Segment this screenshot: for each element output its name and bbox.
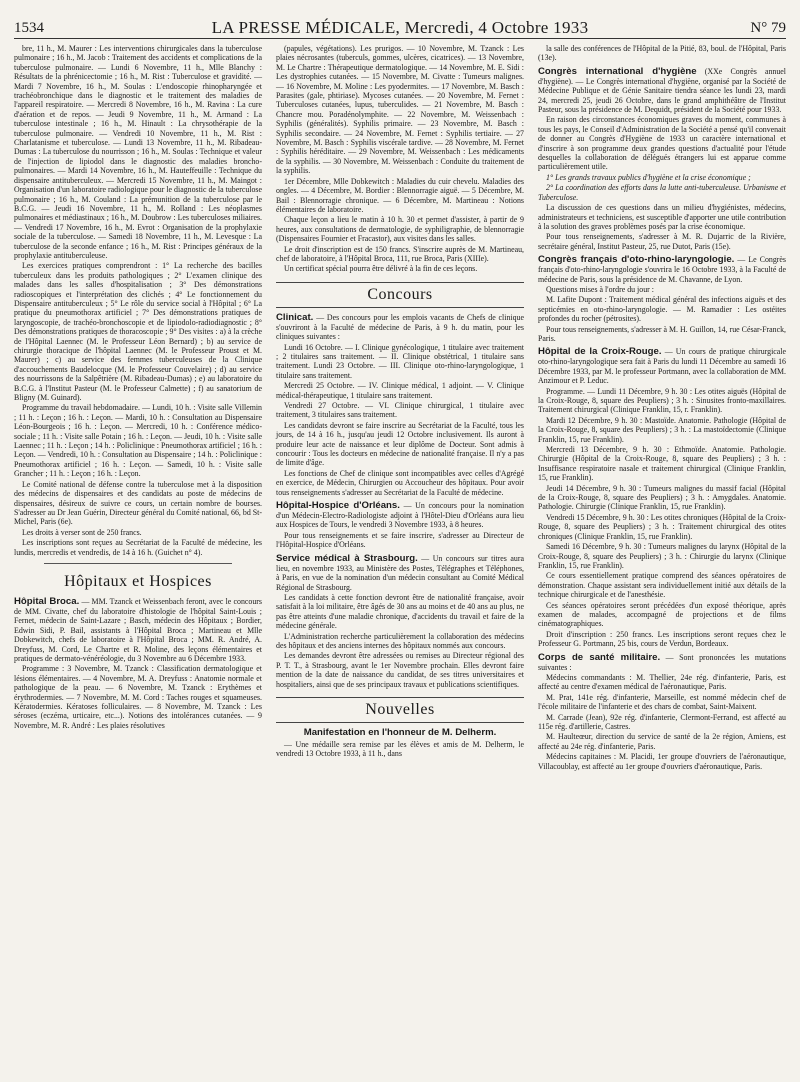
paragraph: bre, 11 h., M. Maurer : Les interventions chirurgicales dans la tuberculose pulmonaire ; 16 h., M. Jacob : Traitement des accidents et complications de la tuberculose pulmonaire. — Lundi 6 Novembre, 11 h., Mlle Blanchy : Résultats de la phrénicectomie ; 16 h., M. Rist : Tuberculose et gravidité. — Mardi 7 Novembre, 16 h., M. Soulas : L'endoscopie rhinopharyngée et trachéobronchique dans le diagnostic et le traitement des maladies de l'appareil respiratoire. — Mercredi 8 Novembre, 16 h., M. Ravina : La cure d'aération et de repos. — Jeudi 9 Novembre, 11 h., M. Armand : La tuberculose intestinale ; 16 h., M. Hinault : La chrysothérapie de la tuberculose pulmonaire. — Vendredi 10 Novembre, 11 h., M. Rist : Charlatanisme et tuberculose. — Lundi 13 Novembre, 11 h., M. Ribadeau-Dumas : La tuberculose du nourrisson ; 16 h., M. Soulas : Technique et valeur de l'injection de lipiodol dans le diagnostic des maladies broncho-pulmonaires. — Mardi 14 Novembre, 16 h., M. Hauteffeuille : Technique du dispensaire antituberculeux. — Mercredi 15 Novembre, 11 h., M. Maingot : Organisation d'un laboratoire radiologique pour le diagnostic de la tuberculose pulmonaire ; 16 h., M. Couland : La prémunition de la tuberculose par le B.C.G. — Jeudi 16 Novembre, 11 h., M. Rolland : Les néoplasmes pulmonaires et médiastinaux ; 16 h., M. Doubrow : Les tuberculoses miliaires. — Vendredi 17 Novembre, 16 h., M. Evrot : Organisation de la prophylaxie sociale de la tuberculose. — Samedi 18 Novembre, 11 h., M. Levesque : La tuberculose de la seconde enfance ; 16 h., M. Rist : Principes généraux de la prophylaxie antituberculeuse.	[14, 44, 262, 260]
header-rule	[14, 38, 786, 39]
heading-croix-rouge: Hôpital de la Croix-Rouge.	[538, 346, 662, 358]
paragraph: — Une médaille sera remise par les élèves et amis de M. Delherm, le vendredi 13 Octobre 1933, à 11 h., dans	[276, 739, 524, 759]
paragraph: Ce cours essentiellement pratique comprend des séances opératoires de démonstration. Chaque assistant sera individuellement initié aux détails de la technique chirurgicale et de l'anesthésie.	[538, 571, 786, 600]
page-header	[14, 8, 786, 38]
paragraph: Pour tous renseignements, s'adresser à M. H. Guillon, 14, rue César-Franck, Paris.	[538, 324, 786, 343]
paragraph: Mercredi 13 Décembre, 9 h. 30 : Ethmoïde. Anatomie. Pathologie. Chirurgie (Hôpital de la Croix-Rouge, 8, square des Peupliers) ; 3 h. : Insuffisance respiratoire nasale et traitement chirurgical (Clinique Franklin, 15, rue Franklin).	[538, 445, 786, 483]
paragraph: la salle des conférences de l'Hôpital de la Pitié, 83, boul. de l'Hôpital, Paris (13e).	[538, 44, 786, 63]
publication-title: LA PRESSE MÉDICALE, Mercredi, 4 Octobre 1933	[211, 18, 589, 37]
column-1	[14, 44, 262, 731]
paragraph: Congrès international d'hygiène (XXe Congrès annuel d'hygiène). — Le Congrès international d'hygiène, organisé par la Société de Médecine Publique et de Génie Sanitaire tiendra séance les lundi 23, mardi 24, mercredi 25, jeudi 26 Octobre, dans le grand amphithéâtre de l'Institut Pasteur, sous la présidence de M. Dequidt, président de la Société pour 1933.	[538, 65, 786, 115]
paragraph: Les demandes devront être adressées ou remises au Directeur régional des P. T. T., à Strasbourg, avant le 1er Novembre prochain. Elles devront faire mention de la date de naissance du candidat, de ses titres universitaires et hospitaliers, ainsi que de ses principaux travaux et publications scientifiques.	[276, 651, 524, 689]
paragraph: Médecins capitaines : M. Placidi, 1er groupe d'ouvriers de l'aéronautique, Villacoublay, est affecté au 1er groupe d'ouvriers d'aéronautique, Paris.	[538, 752, 786, 771]
issue-number: N° 79	[750, 20, 786, 36]
heading-broca: Hôpital Broca.	[14, 595, 80, 607]
paragraph: Programme. — Lundi 11 Décembre, 9 h. 30 : Les otites aiguës (Hôpital de la Croix-Rouge, 8, square des Peupliers) ; 3 h. : Sinusites fronto-maxillaires. Traitement chirurgical (Clinique Franklin, 15, r. Franklin).	[538, 386, 786, 415]
paragraph: Pour tous renseignements et se faire inscrire, s'adresser au Directeur de l'Hôpital-Hospice d'Orléans.	[276, 530, 524, 550]
paragraph: Congrès français d'oto-rhino-laryngologie. — Le Congrès français d'oto-rhino-laryngologie s'ouvrira le 16 Octobre 1933, à la Faculté de médecine de Paris, sous la présidence de M. Chavanne, de Lyon.	[538, 254, 786, 284]
paragraph: Les fonctions de Chef de clinique sont incompatibles avec celles d'Agrégé en exercice, de Médecin, Chirurgien ou Accoucheur des hôpitaux. Pour avoir tous renseignements s'adresser au Secrétariat de la Faculté de médecine.	[276, 468, 524, 497]
paragraph: Programme : 3 Novembre, M. Tzanck : Classification dermatologique et lésions élémentaires. — 4 Novembre, M. A. Dreyfuss : Anatomie normale et pathologique de la peau. — 6 Novembre, M. Tzanck : Erythèmes et érythrodermies. — 7 Novembre, M. M. Cord : Taches rouges et squameuses. Kératodermies. Kératoses folliculaires. — 8 Novembre, M. Tzanck : Les séroses (eczéma, urticaire, etc...). Notions des intolérances cutanées. — 9 Novembre, M. R. André : Les plaies résolutives	[14, 664, 262, 730]
paragraph: Corps de santé militaire. — Sont prononcées les mutations suivantes :	[538, 651, 786, 672]
heading-oto: Congrès français d'oto-rhino-laryngologie.	[538, 254, 735, 266]
column-2	[276, 44, 524, 760]
paragraph: Pour tous renseignements, s'adresser à M. R. Dujarric de la Rivière, secrétaire général, Institut Pasteur, 25, rue Dutot, Paris (15e).	[538, 232, 786, 251]
paragraph: M. Prat, 141e rég. d'infanterie, Marseille, est nommé médecin chef de l'école militaire de l'infanterie et des chars de combat, Saint-Maixent.	[538, 692, 786, 712]
paragraph: Vendredi 15 Décembre, 9 h. 30 : Les otites chroniques (Hôpital de la Croix-Rouge, 8, square des Peupliers) ; 3 h. : Traitement chirurgical des otites chroniques (Clinique Franklin, 15, rue Franklin).	[538, 512, 786, 541]
paragraph: Le Comité national de défense contre la tuberculose met à la disposition des médecins de dispensaires et des candidats au poste de médecins de dispensaires, désireux de suivre ce cours, un certain nombre de bourses. S'adresser au Dr Jean Guérin, Directeur général du Comité national, 66, bd St-Michel, Paris (6e).	[14, 479, 262, 527]
paragraph: M. Haulteœur, direction du service de santé de la 2e région, Amiens, est affecté au 24e rég. d'infanterie, Paris.	[538, 732, 786, 751]
paragraph: Les candidats à cette fonction devront être de nationalité française, avoir satisfait à la loi militaire, être âgés de 30 ans au moins et de 40 ans au plus, ne pas être atteints d'une maladie chronique, d'accidents du travail et faire de la médecine générale.	[276, 592, 524, 631]
paragraph: Clinicat. — Des concours pour les emplois vacants de Chefs de clinique s'ouvriront à la Faculté de médecine de Paris, à 9 h. du matin, pour les cliniques suivantes :	[276, 311, 524, 342]
paragraph: Les candidats devront se faire inscrire au Secrétariat de la Faculté, tous les jours, de 14 à 16 h., jusqu'au jeudi 12 Octobre inclusivement. Ils auront à produire leur acte de naissance et leur diplôme de Docteur. Sont admis à concourir : Tous les docteurs en médecine de nationalité française. Il n'y a pas de limite d'âge.	[276, 420, 524, 468]
paragraph: Service médical à Strasbourg. — Un concours sur titres aura lieu, en novembre 1933, au Ministère des Postes, Télégraphes et Téléphones, à Paris, en vue de la nomination d'un médecin consultant au Comité Médical Régional de Strasbourg.	[276, 552, 524, 592]
section-title-hopitaux: Hôpitaux et Hospices	[64, 572, 212, 590]
paragraph: Mardi 12 Décembre, 9 h. 30 : Mastoïde. Anatomie. Pathologie (Hôpital de la Croix-Rouge, 8, square des Peupliers) ; 3 h. : La mastoïdectomie (Clinique Franklin, 15, rue Franklin).	[538, 415, 786, 444]
paragraph: La discussion de ces questions dans un milieu d'hygiénistes, médecins, administrateurs et techniciens, est susceptible d'apporter une utile contribution à la solution des graves problèmes posés par la crise économique.	[538, 203, 786, 231]
paragraph: Les inscriptions sont reçues au Secrétariat de la Faculté de médecine, les lundis, mercredis et vendredis, de 14 à 16 h. (Guichet n° 4).	[14, 538, 262, 557]
heading-orleans: Hôpital-Hospice d'Orléans.	[276, 500, 400, 512]
paragraph: Droit d'inscription : 250 francs. Les inscriptions seront reçues chez le Professeur G. Portmann, 25 bis, cours de Verdun, Bordeaux.	[538, 629, 786, 649]
paragraph: Hôpital Broca. — MM. Tzanck et Weissenbach feront, avec le concours de MM. Civatte, chef du laboratoire d'histologie de l'hôpital Saint-Louis ; Fernet, médecin de Saint-Lazare ; Basch, médecin des Hôpitaux ; Bordier, Edwin Sidi, P. Bail, assistants à l'Hôpital Broca ; Martineau et Mlle Dobkewitch, chefs de laboratoire à l'Hôpital Broca ; MM. R. André, A. Dreyfuss, M. Cord, Le Chartre et R. Moline, des leçons élémentaires et pratiques de dermato-vénéréologie, du 3 Novembre au 6 Décembre 1933.	[14, 595, 262, 663]
paragraph: Hôpital-Hospice d'Orléans. — Un concours pour la nomination d'un Médecin-Electro-Radiologiste adjoint à l'Hôtel-Dieu d'Orléans aura lieu aux Hospices de Tours, le vendredi 3 Novembre 1933, à 8 heures.	[276, 500, 525, 530]
paragraph: Vendredi 27 Octobre. — VI. Clinique chirurgical, 1 titulaire avec traitement, 3 titulaires sans traitement.	[276, 401, 524, 420]
paragraph: 2° La coordination des efforts dans la lutte anti-tuberculeuse. Urbanisme et Tuberculose.	[538, 183, 786, 202]
paragraph: Ces séances opératoires seront précédées d'un exposé théorique, après examen de malades, accompagné de projections et de films cinématographiques.	[538, 600, 786, 629]
paragraph: Hôpital de la Croix-Rouge. — Un cours de pratique chirurgicale oto-rhino-laryngologique sera fait à Paris du lundi 11 Décembre au samedi 16 Décembre 1933, par M. le professeur Portmann, avec la collaboration de MM. Anzimour et P. Leduc.	[538, 346, 786, 386]
paragraph: Programme du travail hebdomadaire. — Lundi, 10 h. : Visite salle Villemin ; 11 h. : Leçon ; 16 h. : Leçon. — Mardi, 10 h. : Consultation au Dispensaire Léon-Bourgeois ; 16 h. : Leçon. — Mercredi, 10 h. : Conférence médico-sociale ; 11 h. : Visite salle Potain ; 16 h. : Leçon. — Jeudi, 10 h. : Visite salle Laennec ; 11 h. : Leçon ; 14 h. : Policlinique : Pneumothorax artificiel ; 16 h. : Leçon. — Vendredi, 10 h. : Consultation au Dispensaire ; 14 h. : Policlinique : Pneumothorax artificiel ; 16 h. : Leçon. — Samedi, 10 h. : Visite salle Grancher ; 11 h. : Leçon ; 16 h. : Leçon.	[14, 403, 262, 479]
paragraph: Le droit d'inscription est de 150 francs. S'inscrire auprès de M. Martineau, chef de laboratoire, à l'Hôpital Broca, 111, rue Broca, Paris (XIIIe).	[276, 244, 524, 263]
column-3	[538, 44, 786, 772]
heading-strasbourg: Service médical à Strasbourg.	[276, 552, 418, 564]
page-number: 1534	[14, 20, 44, 36]
paragraph: L'Administration recherche particulièrement la collaboration des médecins des hôpitaux et des anciens internes des hôpitaux nommés aux concours.	[276, 631, 524, 650]
paragraph: Chaque leçon a lieu le matin à 10 h. 30 et permet d'assister, à partir de 9 heures, aux consultations de dermatologie, de syphiligraphie, de blennorragie (Dispensaires Fournier et Fracastor), aux visites dans les salles.	[276, 215, 524, 244]
paragraph: Samedi 16 Décembre, 9 h. 30 : Tumeurs malignes du larynx (Hôpital de la Croix-Rouge, 8, square des Peupliers) ; 3 h. : Chirurgie du larynx (Clinique Franklin, 15, rue Franklin).	[538, 542, 786, 570]
paragraph: M. Carrade (Jean), 92e rég. d'infanterie, Clermont-Ferrand, est affecté au 115e rég. d'artillerie, Castres.	[538, 712, 786, 731]
heading-clinicat: Clinicat.	[276, 311, 314, 323]
paragraph: (papules, végétations). Les prurigos. — 10 Novembre, M. Tzanck : Les plaies nécrosantes (tuberculs, gommes, ulcères, cicatrices). — 13 Novembre, M. Le Chartre : Thérapeutique dermatologique. — 14 Novembre, M. E. Sidi : Les dystrophies cutanées. — 15 Novembre, M. Civatte : Tumeurs malignes. — 16 Novembre, M. Moline : Les pyodermites. — 17 Novembre, M. Basch : Parasites (gale, phtiriase). Mycoses cutanées. — 20 Novembre, M. Fernet : Tuberculoses cutanées, lupus, tuberculides. — 21 Novembre, M. Basch : Chancre mou. Poradénolymphite. — 22 Novembre, M. Weissenbach : Syphilis (généralités). Syphilis primaire. — 23 Novembre, M. Basch : Syphilis secondaire. — 24 Novembre, M. Fernet : Syphilis tertiaire. — 27 Novembre, M. Basch : Syphilis viscérale tardive. — 28 Novembre, M. Fernet : Syphilis héréditaire. — 29 Novembre, M. Weissenbach : Les médicaments de la syphilis. — 30 Novembre, M. Weissenbach : Conduite du traitement de la syphilis.	[276, 44, 524, 176]
paragraph: 1° Les grands travaux publics d'hygiène et la crise économique ;	[546, 172, 751, 182]
paragraph: Mercredi 25 Octobre. — IV. Clinique médical, 1 adjoint. — V. Clinique médical-thérapeutique, 1 titulaire sans traitement.	[276, 381, 524, 400]
paragraph: Médecins commandants : M. Thellier, 24e rég. d'infanterie, Paris, est affecté au centre d'examen médical de l'aéronautique, Paris.	[538, 672, 786, 692]
paragraph: Questions mises à l'ordre du jour :	[546, 284, 654, 294]
section-title-concours: Concours	[276, 282, 524, 308]
section-title-nouvelles: Nouvelles	[276, 697, 524, 723]
paragraph: 1er Décembre, Mlle Dobkewitch : Maladies du cuir chevelu. Maladies des ongles. — 4 Décembre, M. Bordier : Blennorragie aiguë. — 5 Décembre, M. Bail : Blennorragie chronique. — 6 Décembre, M. Martineau : Notions élémentaires de laboratoire.	[276, 176, 524, 214]
paragraph: Les exercices pratiques comprendront : 1° La recherche des bacilles tuberculeux dans les produits pathologiques ; 2° L'examen clinique des malades dans les salles d'hospitalisation ; 3° Des démonstrations radioscopiques et l'interprétation des clichés ; 4° Le fonctionnement du Dispensaire antituberculeux ; 5° Le rôle du service social à l'Hôpital ; 6° La pratique du pneumothorax artificiel ; 7° Des démonstrations pratiques de laryngoscopie, de trachéo-bronchoscopie et de lipiodolo-radiodiagnostic ; 8° Des démonstrations pratiques de thoracoscopie ; 9° Des visites : a) à la crèche de l'Hôpital Laennec (M. le Professeur Léon Bernard) ; b) au service de chirurgie thoracique de l'hôpital Laennec (M. le Professeur Proust et M. Maurer) ; c) au service des femmes tuberculeuses de la Clinique d'accouchements Baudelocque (M. le Professeur Couvelaire) ; d) au service des nourrissons de la Salpêtrière (M. Ribadeau-Dumas) ; e) au laboratoire du B.C.G. à l'Institut Pasteur (M. le Professeur Calmette) ; f) au sanatorium de Bligny (M. Guinard).	[14, 261, 262, 403]
paragraph: Les droits à verser sont de 250 francs.	[22, 527, 142, 537]
paragraph: Jeudi 14 Décembre, 9 h. 30 : Tumeurs malignes du massif facial (Hôpital de la Croix-Rouge, 8, square des Peupliers) ; 3 h. : Amygdales. Anatomie. Pathologie. Chirurgie (Clinique Franklin, 15, rue Franklin).	[538, 483, 786, 512]
paragraph: Lundi 16 Octobre. — I. Clinique gynécologique, 1 titulaire avec traitement ; 2 titulaires sans traitement. — II. Clinique obstétrical, 1 titulaire sans traitement. Lundi 23 Octobre. — III. Clinique oto-rhino-laryngologique, 1 titulaire sans traitement.	[276, 342, 524, 380]
divider	[44, 563, 232, 564]
heading-delherm: Manifestation en l'honneur de M. Delherm.	[303, 726, 497, 738]
paragraph: M. Lafite Dupont : Traitement médical général des infections aiguës et des septicémies en oto-rhino-laryngologie. — M. Ramadier : Les ostéites profondes du rocher (pétrosites).	[538, 295, 786, 324]
heading-hygiene: Congrès international d'hygiène	[538, 65, 697, 77]
paragraph: Un certificat spécial pourra être délivré à la fin de ces leçons.	[284, 264, 478, 274]
paragraph: En raison des circonstances économiques graves du moment, communes à tous les pays, le Conseil d'Administration de la Société a pensé qu'il convenait de donner au Congrès d'Hygiène de 1933 un caractère international et d'inscrire à son programme deux grandes questions d'actualité pour l'étude desquelles la collaboration de délégués étrangers lui est apparue comme particulièrement utile.	[538, 115, 786, 172]
heading-corps-sante: Corps de santé militaire.	[538, 651, 661, 663]
